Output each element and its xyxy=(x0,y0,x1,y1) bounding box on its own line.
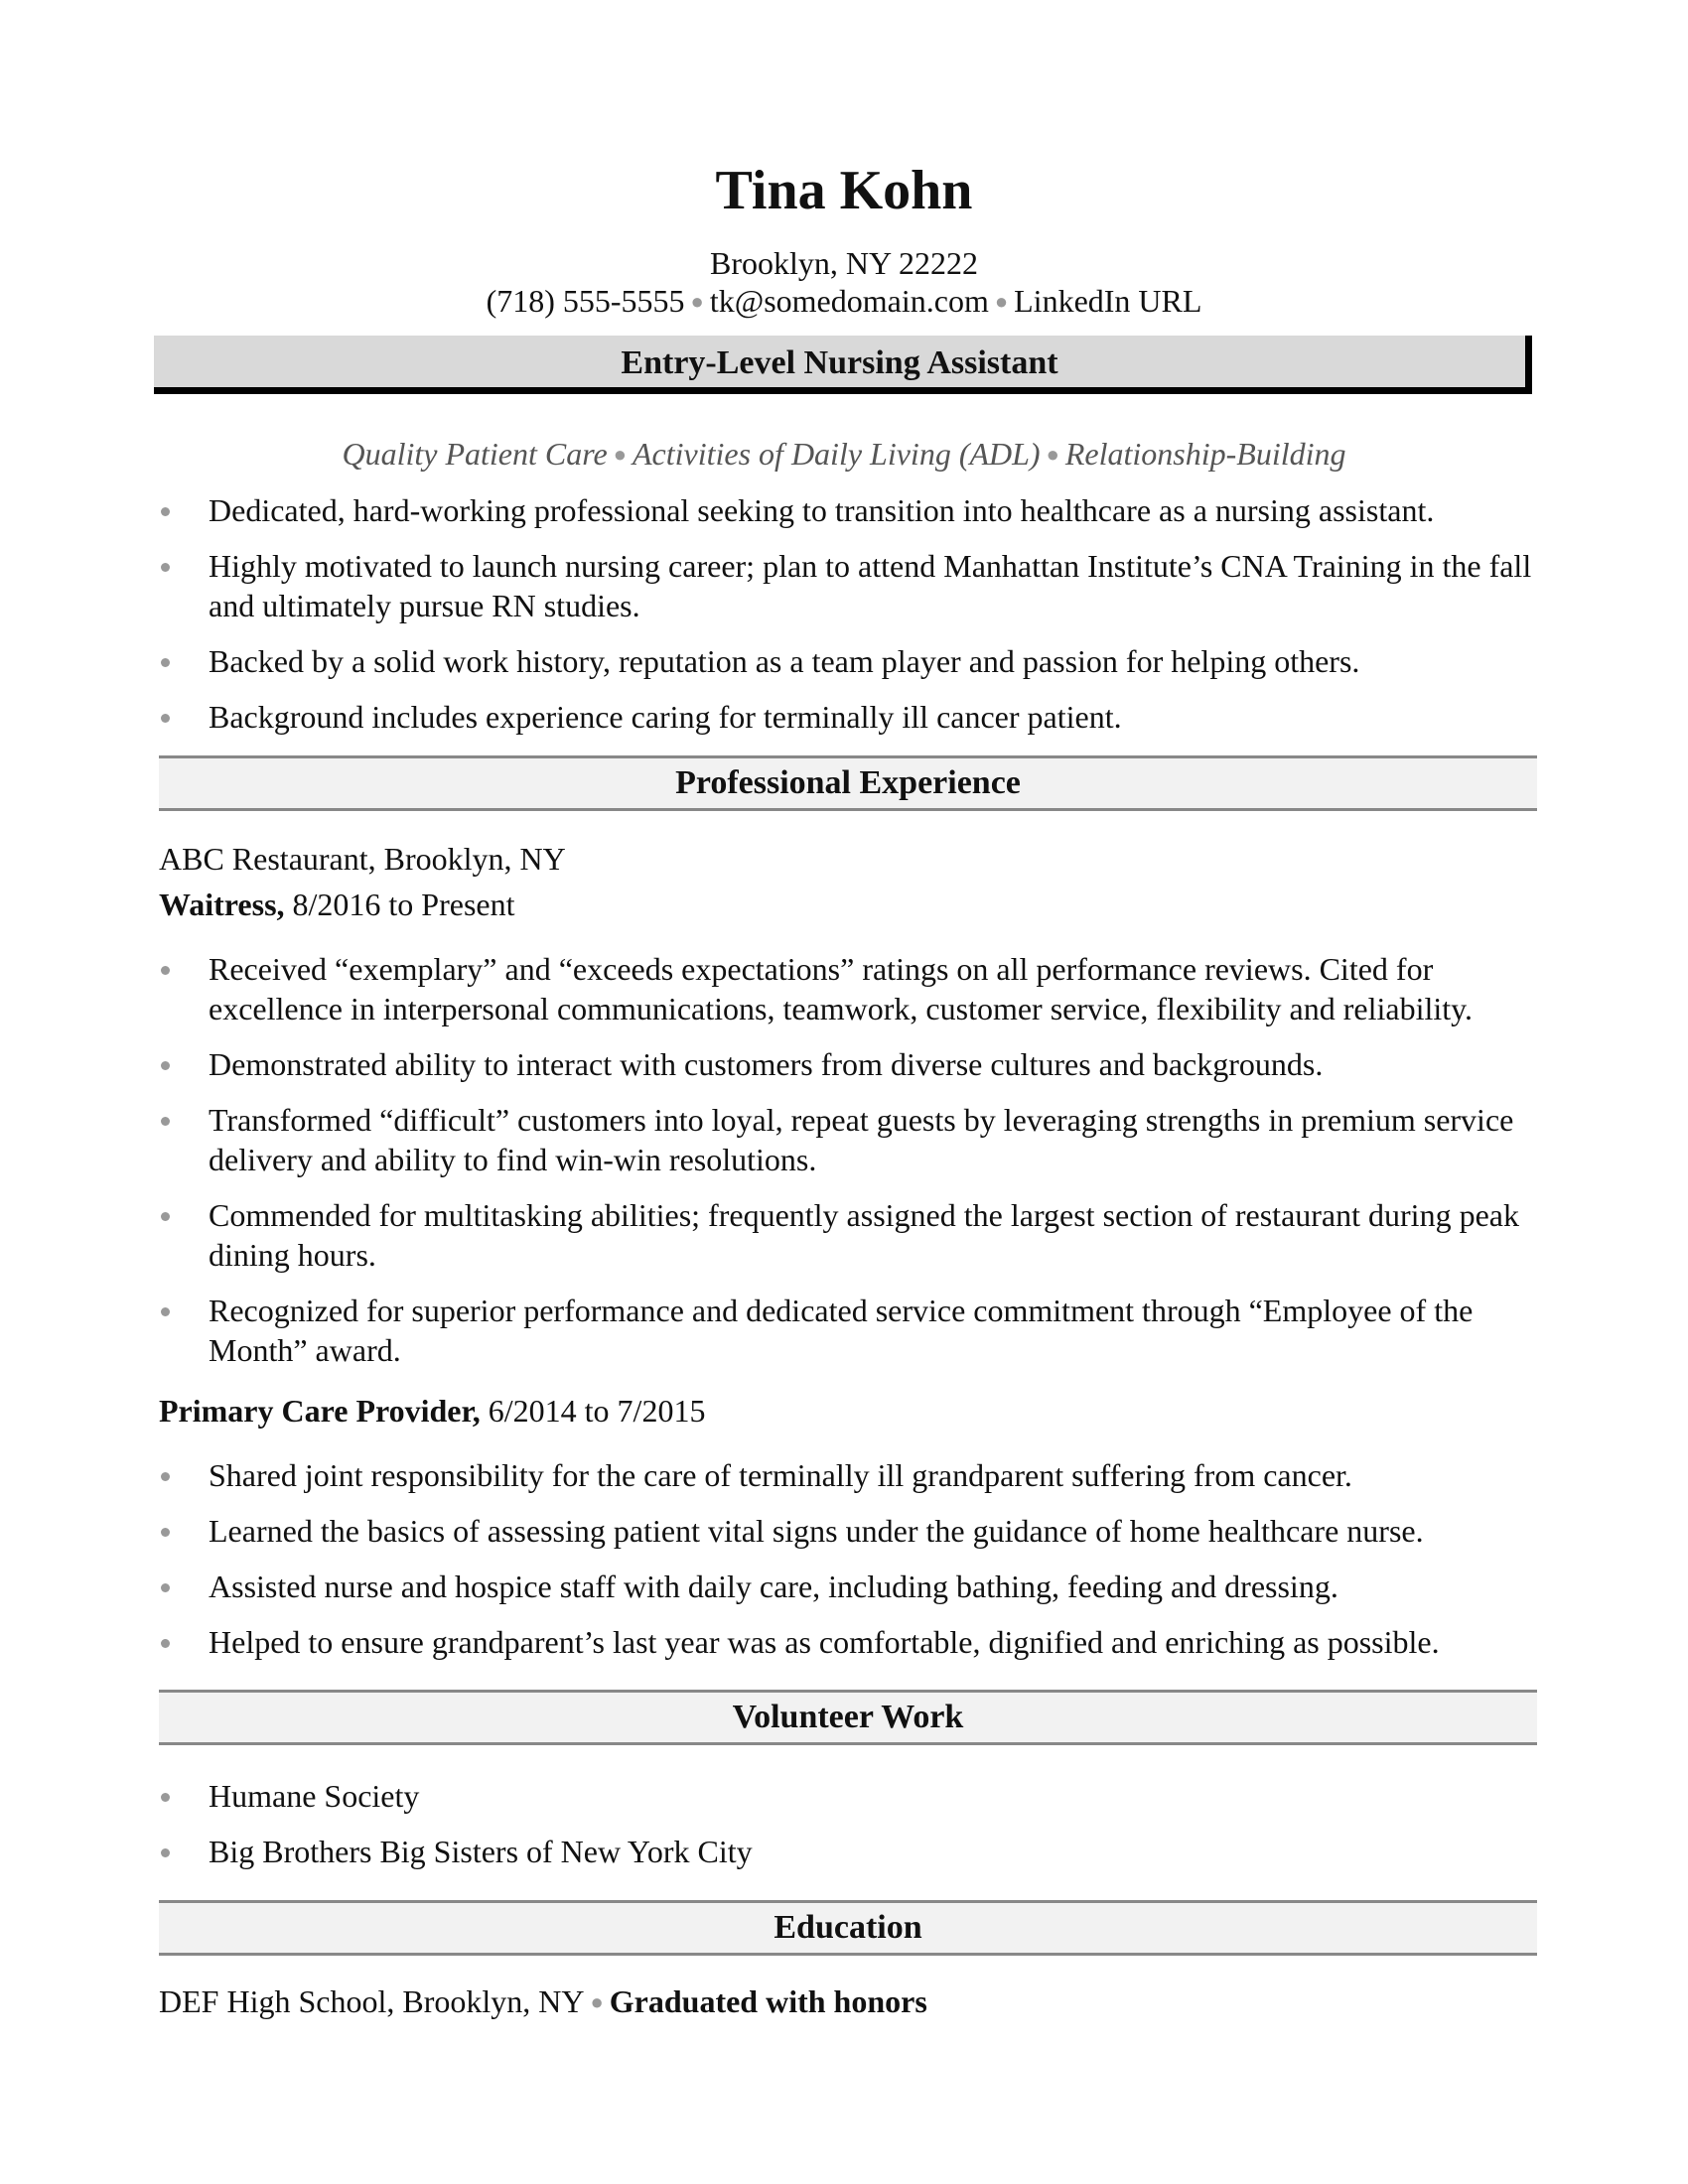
bullet-icon xyxy=(161,658,170,667)
section-heading-volunteer: Volunteer Work xyxy=(159,1690,1537,1745)
job-title-banner: Entry-Level Nursing Assistant xyxy=(154,336,1532,394)
keywords-line xyxy=(0,434,1688,478)
employer: ABC Restaurant, Brooklyn, NY xyxy=(159,841,566,877)
separator-dot-icon: ● xyxy=(994,289,1009,314)
contact-line xyxy=(0,281,1688,325)
bullet-icon xyxy=(161,1793,170,1802)
school: DEF High School, Brooklyn, NY xyxy=(159,1983,585,2019)
bullet-icon xyxy=(161,1583,170,1592)
linkedin: LinkedIn URL xyxy=(1014,283,1202,319)
list-item: Transformed “difficult” customers into loyal, repeat guests by leveraging strengths in premium service delivery and ability to find win-win resolutions. xyxy=(159,1100,1539,1179)
volunteer-list xyxy=(159,1776,1539,1887)
summary-list xyxy=(159,490,1539,752)
separator-dot-icon: ● xyxy=(690,289,704,314)
separator-dot-icon: ● xyxy=(613,442,627,467)
education-line xyxy=(159,1981,927,2025)
list-item: Recognized for superior performance and dedicated service commitment through “Employee of the Month” award. xyxy=(159,1291,1539,1370)
bullet-icon xyxy=(161,1639,170,1648)
list-item: Demonstrated ability to interact with customers from diverse cultures and backgrounds. xyxy=(159,1044,1539,1084)
list-item: Learned the basics of assessing patient vital signs under the guidance of home healthcare nurse. xyxy=(159,1511,1539,1551)
bullet-icon xyxy=(161,563,170,572)
list-item: Received “exemplary” and “exceeds expectations” ratings on all performance reviews. Cited for excellence in interpersonal communications, teamwork, customer service, flexibility and reliability. xyxy=(159,949,1539,1028)
address: Brooklyn, NY 22222 xyxy=(710,245,978,281)
job-role-line xyxy=(159,885,515,924)
job-bullets xyxy=(159,1455,1539,1678)
bullet-icon xyxy=(161,1061,170,1070)
list-item: Commended for multitasking abilities; frequently assigned the largest section of restaurant during peak dining hours. xyxy=(159,1195,1539,1275)
job-dates: 6/2014 to 7/2015 xyxy=(488,1393,706,1429)
list-item: Helped to ensure grandparent’s last year was as comfortable, dignified and enriching as possible. xyxy=(159,1622,1539,1662)
bullet-icon xyxy=(161,966,170,975)
job-bullets xyxy=(159,949,1539,1386)
keyword: Activities of Daily Living (ADL) xyxy=(632,436,1041,472)
separator-dot-icon: ● xyxy=(590,1989,604,2014)
phone: (718) 555-5555 xyxy=(486,283,685,319)
list-item: Humane Society xyxy=(159,1776,1539,1816)
job-role: Primary Care Provider, xyxy=(159,1393,481,1429)
list-item: Dedicated, hard-working professional seeking to transition into healthcare as a nursing assistant. xyxy=(159,490,1539,530)
section-heading-experience: Professional Experience xyxy=(159,755,1537,811)
bullet-icon xyxy=(161,714,170,723)
separator-dot-icon: ● xyxy=(1046,442,1059,467)
list-item: Big Brothers Big Sisters of New York City xyxy=(159,1832,1539,1871)
candidate-name: Tina Kohn xyxy=(715,160,973,221)
bullet-icon xyxy=(161,1848,170,1857)
email: tk@somedomain.com xyxy=(709,283,989,319)
bullet-icon xyxy=(161,1307,170,1316)
list-item: Highly motivated to launch nursing career; plan to attend Manhattan Institute’s CNA Training in the fall and ultimately pursue RN studies. xyxy=(159,546,1539,625)
job-dates: 8/2016 to Present xyxy=(292,887,515,922)
bullet-icon xyxy=(161,1472,170,1481)
keyword: Quality Patient Care xyxy=(342,436,608,472)
honors: Graduated with honors xyxy=(609,1983,927,2019)
list-item: Shared joint responsibility for the care of terminally ill grandparent suffering from cancer. xyxy=(159,1455,1539,1495)
bullet-icon xyxy=(161,507,170,516)
section-heading-education: Education xyxy=(159,1900,1537,1956)
list-item: Backed by a solid work history, reputation as a team player and passion for helping others. xyxy=(159,641,1539,681)
bullet-icon xyxy=(161,1528,170,1537)
list-item: Background includes experience caring for terminally ill cancer patient. xyxy=(159,697,1539,737)
job-role-line xyxy=(159,1391,705,1431)
list-item: Assisted nurse and hospice staff with daily care, including bathing, feeding and dressing. xyxy=(159,1567,1539,1606)
keyword: Relationship-Building xyxy=(1064,436,1346,472)
bullet-icon xyxy=(161,1117,170,1126)
bullet-icon xyxy=(161,1212,170,1221)
job-role: Waitress, xyxy=(159,887,285,922)
